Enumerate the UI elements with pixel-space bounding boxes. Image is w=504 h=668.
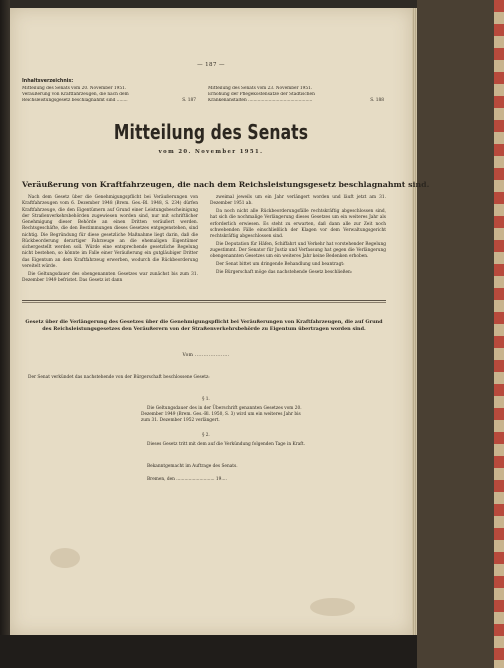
- section-label: § 1.: [202, 397, 210, 402]
- toc-line: Krankenanstalten ...............................................: [208, 98, 313, 103]
- document-page: [10, 8, 430, 635]
- section-text: Die Geltungsdauer des in der Überschrift genannten Gesetzes vom 20. Dezember 1949 (Brem. Ges.-Bl. 1950, S. 3) wird um ein weiteres Jahr bis zum 31. Dezember 1952 verlängert.: [141, 406, 302, 424]
- article-column-right: [210, 195, 386, 278]
- toc-line: Mitteilung des Senats vom 20. November 1951.: [22, 86, 127, 91]
- article-heading: Veräußerung von Kraftfahrzeugen, die nach dem Reichsleistungsgesetz beschlagnahmt sind.: [22, 180, 430, 189]
- law-title: Gesetz über die Verlängerung des Gesetzes über die Genehmigungspflicht bei Veräußerungen von Kraftfahrzeugen, die auf Grund des Reichsleistungsgesetzes den Veräußerern von der Straßenverkehrsbehörde zu Eigentum übertragen worden sind.: [25, 319, 383, 332]
- toc-page-ref: S. 187: [182, 98, 196, 103]
- promulgation-note: Bekanntgemacht im Auftrage des Senats.: [147, 464, 238, 469]
- measuring-ruler: [494, 0, 504, 668]
- contents-heading: Inhaltsverzeichnis:: [22, 79, 74, 84]
- law-intro: Der Senat verkündet das nachstehende von der Bürgerschaft beschlossene Gesetz:: [28, 375, 210, 380]
- place-date-line: Bremen, den ............................ 19....: [147, 477, 227, 482]
- paragraph: Die Deputation für Häfen, Schiffahrt und Verkehr hat vorstehender Regelung zugestimmt. Der Senator für Justiz und Verfassung hat gegen die Verlängerung obengenannten Gesetzes um ein weiteres Jahr keine Bedenken erhoben.: [210, 241, 386, 260]
- toc-line: Reichsleistungsgesetz beschlagnahmt sind ........: [22, 98, 128, 103]
- issue-date: vom 20. November 1951.: [158, 149, 264, 155]
- paragraph: zweimal jeweils um ein Jahr verlängert worden und läuft jetzt am 31. Dezember 1951 ab.: [210, 195, 386, 207]
- toc-entry-right[interactable]: [208, 86, 384, 104]
- paragraph: Die Geltungsdauer des obengenannten Gesetzes war zunächst bis zum 31. Dezember 1949 befristet. Das Gesetz ist dann: [22, 271, 198, 283]
- section-text: Dieses Gesetz tritt mit dem auf die Verkündung folgenden Tage in Kraft.: [147, 442, 305, 447]
- article-column-left: [22, 195, 198, 286]
- paper-stain: [310, 598, 355, 616]
- toc-page-ref: S. 188: [370, 98, 384, 103]
- paragraph: Nach dem Gesetz über die Genehmigungspflicht bei Veräußerungen von Kraftfahrzeugen vom 6. Dezember 1948 (Brem. Ges.-Bl. 1948, S. 234) dürfen Kraftfahrzeuge, die den Eigentümern auf Grund einer Leistungsbescheinigung der Straßenverkehrsbehörden zugewiesen worden sind, nur mit schriftlicher Genehmigung dieser Behörde an einen Dritten veräußert werden. Rechtsgeschäfte, die den Bestimmungen dieses Gesetzes entgegenstehen, sind nichtig. Die Begründung für diese gesetzliche Maßnahme liegt darin, daß die Rückbeorderung derartiger Fahrzeuge an die ehemaligen Eigentümer sichergestellt werden soll. Würde eine entsprechende gesetzliche Regelung nicht bestehen, so könnte im Falle einer Veräußerung ein gutgläubiger Dritter das Eigentum an dem Kraftfahrzeug erwerben, wodurch die Rückbeorderung vereitelt würde.: [22, 195, 198, 269]
- paragraph: Da noch nicht alle Rückbeorderungsfälle rechtskräftig abgeschlossen sind, hat sich die nochmalige Verlängerung dieses Gesetzes um ein weiteres Jahr als erforderlich erwiesen. Es steht zu erwarten, daß dann alle zur Zeit noch schwebenden Fälle einschließlich der Klagen vor dem Verwaltungsgericht rechtskräftig abgeschlossen sind.: [210, 209, 386, 239]
- paper-stain: [50, 548, 80, 568]
- law-date-line: Vom ....................: [182, 353, 230, 358]
- section-divider: [22, 300, 386, 301]
- toc-line: Erhöhung der Pflegekostensätze der Städtischen: [208, 92, 315, 97]
- bottom-shadow: [0, 635, 417, 668]
- toc-entry-left[interactable]: [22, 86, 196, 104]
- section-label: § 2.: [202, 433, 210, 438]
- paragraph: Die Bürgerschaft möge das nachstehende Gesetz beschließen:: [216, 269, 353, 275]
- paragraph: Der Senat bittet um dringende Behandlung und beantragt:: [216, 262, 345, 267]
- page-number: — 187 —: [197, 62, 225, 68]
- toc-line: Veräußerung von Kraftfahrzeugen, die nach dem: [22, 92, 129, 97]
- desk-surface: [417, 0, 504, 668]
- masthead-title: Mitteilung des Senats: [113, 120, 309, 144]
- book-binding: [0, 0, 10, 668]
- page-edges: [412, 8, 417, 635]
- toc-line: Mitteilung des Senats vom 23. November 1951.: [208, 86, 313, 91]
